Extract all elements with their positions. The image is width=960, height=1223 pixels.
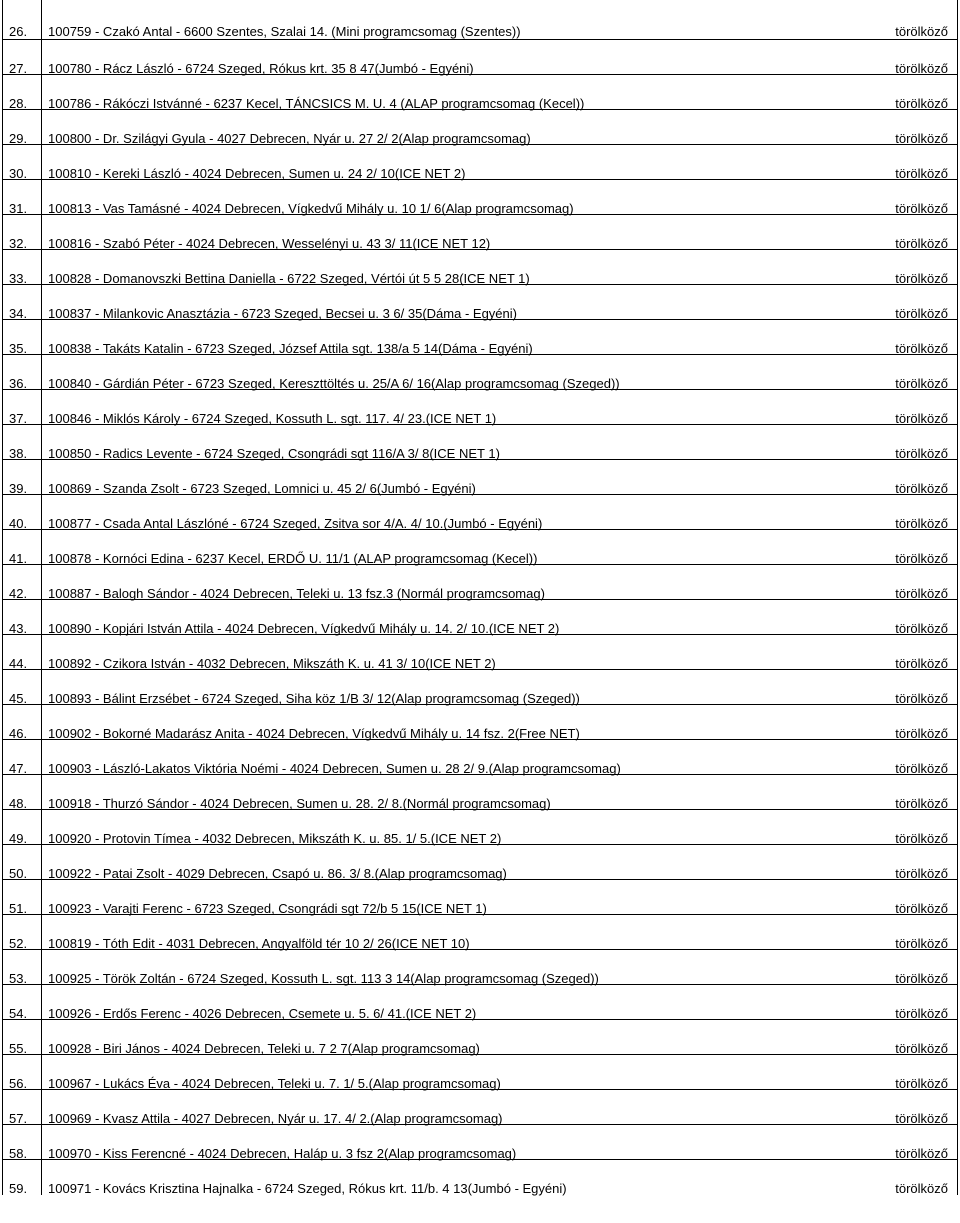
- prize-label: törölköző: [895, 271, 948, 286]
- prize-label: törölköző: [895, 796, 948, 811]
- entry-text: 100846 - Miklós Károly - 6724 Szeged, Kossuth L. sgt. 117. 4/ 23.(ICE NET 1): [48, 411, 497, 426]
- table-row: [3, 775, 957, 810]
- prize-label: törölköző: [895, 61, 948, 76]
- prize-label: törölköző: [895, 691, 948, 706]
- row-number-cell: [3, 110, 42, 144]
- row-number-cell: [3, 985, 42, 1019]
- prize-label: törölköző: [895, 551, 948, 566]
- row-number-cell: [3, 565, 42, 599]
- row-content-cell: [42, 1055, 957, 1089]
- entry-text: 100970 - Kiss Ferencné - 4024 Debrecen, Haláp u. 3 fsz 2(Alap programcsomag): [48, 1146, 517, 1161]
- row-number-cell: [3, 775, 42, 809]
- entry-text: 100887 - Balogh Sándor - 4024 Debrecen, Teleki u. 13 fsz.3 (Normál programcsomag): [48, 586, 545, 601]
- entry-text: 100893 - Bálint Erzsébet - 6724 Szeged, Siha köz 1/B 3/ 12(Alap programcsomag (Szeged)): [48, 691, 580, 706]
- prize-label: törölköző: [895, 1146, 948, 1161]
- row-number-cell: [3, 1125, 42, 1159]
- row-number: 34.: [9, 306, 28, 321]
- entry-text: 100838 - Takáts Katalin - 6723 Szeged, József Attila sgt. 138/a 5 14(Dáma - Egyéni): [48, 341, 533, 356]
- prize-label: törölköző: [895, 341, 948, 356]
- row-content-cell: [42, 600, 957, 634]
- table-row: [3, 810, 957, 845]
- row-number: 48.: [9, 796, 28, 811]
- entry-text: 100780 - Rácz László - 6724 Szeged, Rókus krt. 35 8 47(Jumbó - Egyéni): [48, 61, 474, 76]
- row-number-cell: [3, 390, 42, 424]
- row-number: 51.: [9, 901, 28, 916]
- row-number: 32.: [9, 236, 28, 251]
- row-number-cell: [3, 530, 42, 564]
- row-number: 49.: [9, 831, 28, 846]
- prize-label: törölköző: [895, 621, 948, 636]
- entry-text: 100890 - Kopjári István Attila - 4024 Debrecen, Vígkedvű Mihály u. 14. 2/ 10.(ICE NET 2): [48, 621, 560, 636]
- table-row: [3, 355, 957, 390]
- prize-label: törölköző: [895, 1181, 948, 1196]
- prize-label: törölköző: [895, 901, 948, 916]
- row-content-cell: [42, 495, 957, 529]
- row-number-cell: [3, 495, 42, 529]
- entry-text: 100967 - Lukács Éva - 4024 Debrecen, Teleki u. 7. 1/ 5.(Alap programcsomag): [48, 1076, 501, 1091]
- row-number: 42.: [9, 586, 28, 601]
- row-number: 36.: [9, 376, 28, 391]
- row-number-cell: [3, 600, 42, 634]
- table-row: [3, 40, 957, 75]
- entry-text: 100902 - Bokorné Madarász Anita - 4024 Debrecen, Vígkedvű Mihály u. 14 fsz. 2(Free NET): [48, 726, 580, 741]
- row-content-cell: [42, 705, 957, 739]
- row-number: 38.: [9, 446, 28, 461]
- row-number-cell: [3, 950, 42, 984]
- table-row: [3, 390, 957, 425]
- row-content-cell: [42, 460, 957, 494]
- row-content-cell: [42, 320, 957, 354]
- row-content-cell: [42, 390, 957, 424]
- row-number: 54.: [9, 1006, 28, 1021]
- row-number-cell: [3, 0, 42, 39]
- row-number-cell: [3, 1055, 42, 1089]
- row-number-cell: [3, 320, 42, 354]
- entry-text: 100800 - Dr. Szilágyi Gyula - 4027 Debrecen, Nyár u. 27 2/ 2(Alap programcsomag): [48, 131, 531, 146]
- row-content-cell: [42, 180, 957, 214]
- row-number-cell: [3, 285, 42, 319]
- entry-text: 100918 - Thurzó Sándor - 4024 Debrecen, Sumen u. 28. 2/ 8.(Normál programcsomag): [48, 796, 551, 811]
- entry-text: 100813 - Vas Tamásné - 4024 Debrecen, Vígkedvű Mihály u. 10 1/ 6(Alap programcsomag): [48, 201, 574, 216]
- prize-label: törölköző: [895, 201, 948, 216]
- row-number-cell: [3, 250, 42, 284]
- table-row: [3, 530, 957, 565]
- row-content-cell: [42, 145, 957, 179]
- prize-label: törölköző: [895, 411, 948, 426]
- entry-text: 100922 - Patai Zsolt - 4029 Debrecen, Csapó u. 86. 3/ 8.(Alap programcsomag): [48, 866, 507, 881]
- row-number-cell: [3, 460, 42, 494]
- table-row: [3, 1125, 957, 1160]
- row-number-cell: [3, 635, 42, 669]
- row-content-cell: [42, 110, 957, 144]
- table-row: [3, 915, 957, 950]
- entry-text: 100971 - Kovács Krisztina Hajnalka - 6724 Szeged, Rókus krt. 11/b. 4 13(Jumbó - Egyéni): [48, 1181, 567, 1196]
- row-number-cell: [3, 845, 42, 879]
- prize-label: törölköző: [895, 376, 948, 391]
- row-number-cell: [3, 1020, 42, 1054]
- row-number: 35.: [9, 341, 28, 356]
- table-row: [3, 110, 957, 145]
- table-row: [3, 425, 957, 460]
- prize-label: törölköző: [895, 131, 948, 146]
- row-content-cell: [42, 635, 957, 669]
- row-content-cell: [42, 1160, 957, 1195]
- row-content-cell: [42, 1020, 957, 1054]
- row-number: 40.: [9, 516, 28, 531]
- entry-text: 100786 - Rákóczi Istvánné - 6237 Kecel, TÁNCSICS M. U. 4 (ALAP programcsomag (Kecel)): [48, 96, 585, 111]
- table-row: [3, 600, 957, 635]
- prize-label: törölköző: [895, 481, 948, 496]
- entry-text: 100969 - Kvasz Attila - 4027 Debrecen, Nyár u. 17. 4/ 2.(Alap programcsomag): [48, 1111, 503, 1126]
- row-content-cell: [42, 845, 957, 879]
- entry-text: 100923 - Varajti Ferenc - 6723 Szeged, Csongrádi sgt 72/b 5 15(ICE NET 1): [48, 901, 487, 916]
- table-row: [3, 250, 957, 285]
- table-row: [3, 950, 957, 985]
- row-number: 50.: [9, 866, 28, 881]
- entry-text: 100819 - Tóth Edit - 4031 Debrecen, Angyalföld tér 10 2/ 26(ICE NET 10): [48, 936, 470, 951]
- prize-label: törölköző: [895, 96, 948, 111]
- table-row: [3, 145, 957, 180]
- winners-table: [2, 0, 958, 1195]
- prize-label: törölköző: [895, 1041, 948, 1056]
- row-number-cell: [3, 810, 42, 844]
- prize-label: törölköző: [895, 446, 948, 461]
- row-number-cell: [3, 355, 42, 389]
- row-content-cell: [42, 775, 957, 809]
- row-number: 28.: [9, 96, 28, 111]
- row-number-cell: [3, 180, 42, 214]
- table-row: [3, 320, 957, 355]
- prize-label: törölköző: [895, 1006, 948, 1021]
- table-row: [3, 880, 957, 915]
- prize-label: törölköző: [895, 516, 948, 531]
- table-row: [3, 0, 957, 40]
- table-row: [3, 565, 957, 600]
- row-number: 41.: [9, 551, 28, 566]
- table-row: [3, 1090, 957, 1125]
- table-row: [3, 1055, 957, 1090]
- prize-label: törölköző: [895, 236, 948, 251]
- row-content-cell: [42, 740, 957, 774]
- entry-text: 100878 - Kornóci Edina - 6237 Kecel, ERDŐ U. 11/1 (ALAP programcsomag (Kecel)): [48, 551, 538, 566]
- entry-text: 100828 - Domanovszki Bettina Daniella - 6722 Szeged, Vértói út 5 5 28(ICE NET 1): [48, 271, 530, 286]
- row-content-cell: [42, 285, 957, 319]
- entry-text: 100759 - Czakó Antal - 6600 Szentes, Szalai 14. (Mini programcsomag (Szentes)): [48, 24, 521, 39]
- entry-text: 100840 - Gárdián Péter - 6723 Szeged, Kereszttöltés u. 25/A 6/ 16(Alap programcsomag (Szeged)): [48, 376, 620, 391]
- entry-text: 100925 - Török Zoltán - 6724 Szeged, Kossuth L. sgt. 113 3 14(Alap programcsomag (Szeged)): [48, 971, 599, 986]
- entry-text: 100837 - Milankovic Anasztázia - 6723 Szeged, Becsei u. 3 6/ 35(Dáma - Egyéni): [48, 306, 517, 321]
- row-content-cell: [42, 530, 957, 564]
- row-content-cell: [42, 355, 957, 389]
- row-content-cell: [42, 670, 957, 704]
- row-number: 31.: [9, 201, 28, 216]
- row-content-cell: [42, 1125, 957, 1159]
- prize-label: törölköző: [895, 831, 948, 846]
- table-row: [3, 985, 957, 1020]
- row-content-cell: [42, 425, 957, 459]
- row-number: 46.: [9, 726, 28, 741]
- entry-text: 100810 - Kereki László - 4024 Debrecen, Sumen u. 24 2/ 10(ICE NET 2): [48, 166, 466, 181]
- table-row: [3, 285, 957, 320]
- row-number: 47.: [9, 761, 28, 776]
- row-content-cell: [42, 250, 957, 284]
- row-content-cell: [42, 0, 957, 39]
- row-content-cell: [42, 810, 957, 844]
- row-content-cell: [42, 75, 957, 109]
- prize-label: törölköző: [895, 586, 948, 601]
- row-number: 39.: [9, 481, 28, 496]
- entry-text: 100920 - Protovin Tímea - 4032 Debrecen, Mikszáth K. u. 85. 1/ 5.(ICE NET 2): [48, 831, 502, 846]
- prize-label: törölköző: [895, 306, 948, 321]
- row-number-cell: [3, 670, 42, 704]
- table-row: [3, 845, 957, 880]
- table-row: [3, 670, 957, 705]
- entry-text: 100903 - László-Lakatos Viktória Noémi - 4024 Debrecen, Sumen u. 28 2/ 9.(Alap programcsomag): [48, 761, 621, 776]
- table-row: [3, 75, 957, 110]
- row-number-cell: [3, 40, 42, 74]
- table-row: [3, 740, 957, 775]
- row-number: 59.: [9, 1181, 28, 1196]
- entry-text: 100816 - Szabó Péter - 4024 Debrecen, Wesselényi u. 43 3/ 11(ICE NET 12): [48, 236, 491, 251]
- prize-label: törölköző: [895, 656, 948, 671]
- table-row: [3, 180, 957, 215]
- table-row: [3, 460, 957, 495]
- row-number-cell: [3, 1090, 42, 1124]
- prize-label: törölköző: [895, 936, 948, 951]
- prize-label: törölköző: [895, 866, 948, 881]
- row-number: 52.: [9, 936, 28, 951]
- prize-label: törölköző: [895, 761, 948, 776]
- table-row: [3, 1160, 957, 1195]
- entry-text: 100869 - Szanda Zsolt - 6723 Szeged, Lomnici u. 45 2/ 6(Jumbó - Egyéni): [48, 481, 476, 496]
- row-number: 58.: [9, 1146, 28, 1161]
- row-number: 37.: [9, 411, 28, 426]
- row-number-cell: [3, 425, 42, 459]
- row-number: 45.: [9, 691, 28, 706]
- entry-text: 100928 - Biri János - 4024 Debrecen, Teleki u. 7 2 7(Alap programcsomag): [48, 1041, 480, 1056]
- row-content-cell: [42, 880, 957, 914]
- row-number-cell: [3, 215, 42, 249]
- entry-text: 100877 - Csada Antal Lászlóné - 6724 Szeged, Zsitva sor 4/A. 4/ 10.(Jumbó - Egyéni): [48, 516, 543, 531]
- row-number: 26.: [9, 24, 28, 39]
- table-row: [3, 705, 957, 740]
- row-number-cell: [3, 915, 42, 949]
- table-row: [3, 635, 957, 670]
- row-content-cell: [42, 950, 957, 984]
- row-number: 57.: [9, 1111, 28, 1126]
- row-number-cell: [3, 705, 42, 739]
- row-number-cell: [3, 75, 42, 109]
- prize-label: törölköző: [895, 166, 948, 181]
- row-number: 33.: [9, 271, 28, 286]
- row-number-cell: [3, 880, 42, 914]
- table-row: [3, 215, 957, 250]
- row-content-cell: [42, 915, 957, 949]
- entry-text: 100850 - Radics Levente - 6724 Szeged, Csongrádi sgt 116/A 3/ 8(ICE NET 1): [48, 446, 500, 461]
- prize-label: törölköző: [895, 1111, 948, 1126]
- row-number: 55.: [9, 1041, 28, 1056]
- row-content-cell: [42, 565, 957, 599]
- entry-text: 100892 - Czikora István - 4032 Debrecen, Mikszáth K. u. 41 3/ 10(ICE NET 2): [48, 656, 496, 671]
- row-number: 53.: [9, 971, 28, 986]
- prize-label: törölköző: [895, 971, 948, 986]
- row-content-cell: [42, 1090, 957, 1124]
- prize-label: törölköző: [895, 726, 948, 741]
- row-number: 30.: [9, 166, 28, 181]
- row-number: 29.: [9, 131, 28, 146]
- row-number: 27.: [9, 61, 28, 76]
- row-number: 56.: [9, 1076, 28, 1091]
- row-number-cell: [3, 740, 42, 774]
- entry-text: 100926 - Erdős Ferenc - 4026 Debrecen, Csemete u. 5. 6/ 41.(ICE NET 2): [48, 1006, 477, 1021]
- row-content-cell: [42, 40, 957, 74]
- table-row: [3, 495, 957, 530]
- row-number: 44.: [9, 656, 28, 671]
- row-content-cell: [42, 215, 957, 249]
- prize-label: törölköző: [895, 1076, 948, 1091]
- row-content-cell: [42, 985, 957, 1019]
- row-number: 43.: [9, 621, 28, 636]
- prize-label: törölköző: [895, 24, 948, 39]
- row-number-cell: [3, 145, 42, 179]
- row-number-cell: [3, 1160, 42, 1195]
- table-row: [3, 1020, 957, 1055]
